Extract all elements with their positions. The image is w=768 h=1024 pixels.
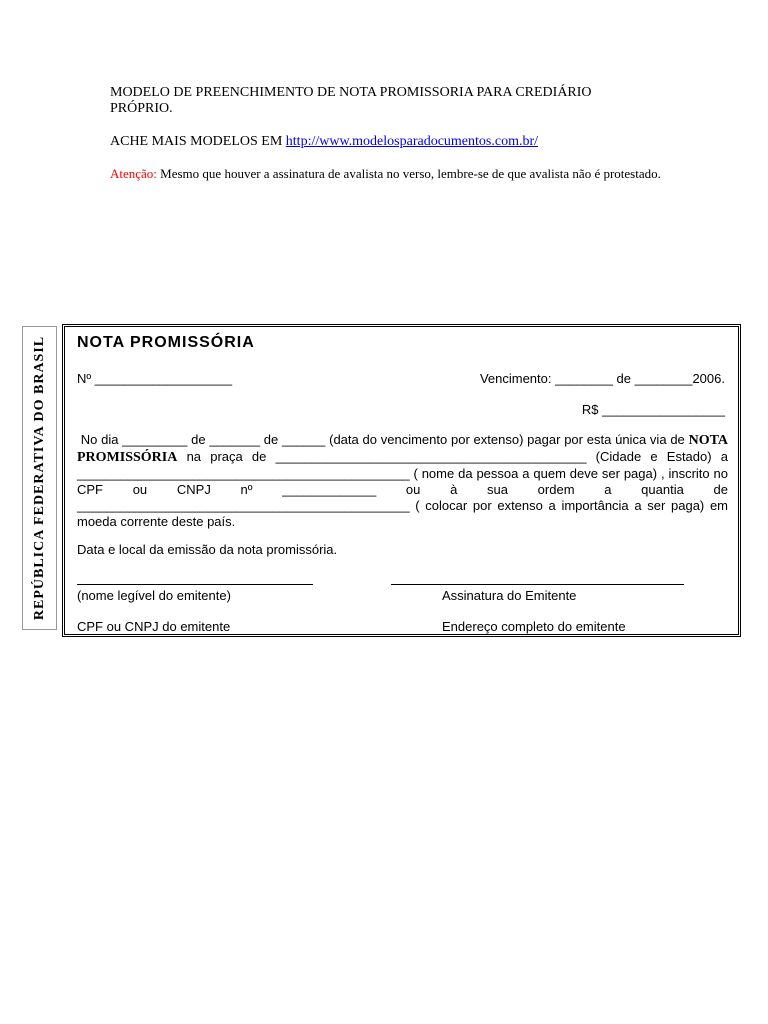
more-models-prefix: ACHE MAIS MODELOS EM [110,134,283,149]
due-date: Vencimento: ________ de ________2006. [479,371,725,386]
body-part1: No dia _________ de _______ de ______ (data do vencimento por extenso) pagar por esta única via de [80,432,685,447]
signature-label: Assinatura do Emitente [442,588,577,603]
attention-label: Atenção: [110,166,157,181]
value-field: R$ _________________ [581,402,725,417]
emission-text: Data e local da emissão da nota promissória. [77,542,338,557]
side-label: REPÚBLICA FEDERATIVA DO BRASIL [31,335,47,621]
note-number: Nº ___________________ [77,371,233,386]
promissory-note [62,324,741,637]
name-signature-line [77,584,313,585]
note-body [77,432,728,530]
header-title-line1: MODELO DE PREENCHIMENTO DE NOTA PROMISSORIA PARA CREDIÁRIO [110,85,592,100]
issuer-signature-line [391,584,684,585]
side-label-box [22,326,57,630]
attention-note [110,166,670,182]
body-part2: na praça de ___________________________________________ (Cidade e Estado) a ______________________________________________ ( nome da pessoa a quem deve ser paga) , inscrito no CPF ou CNPJ nº _____________ ou à sua ordem a quantia de ______________________________________________ ( colocar por extenso a importância a ser paga) em moeda corrente deste país. [77,449,728,529]
more-models-line [110,134,670,150]
name-label: (nome legível do emitente) [77,588,231,603]
cpf-label: CPF ou CNPJ do emitente [77,619,231,634]
header-title-line2: PRÓPRIO. [110,101,173,116]
instructions-header [110,85,670,182]
note-title: NOTA PROMISSÓRIA [77,334,255,351]
address-label: Endereço completo do emitente [442,619,626,634]
body-nota-promissoria: NOTA PROMISSÓRIA [77,433,728,465]
attention-text: Mesmo que houver a assinatura de avalista no verso, lembre-se de que avalista não é protestado. [160,166,661,181]
models-link[interactable]: http://www.modelosparadocumentos.com.br/ [285,134,539,149]
number-row [77,371,725,386]
